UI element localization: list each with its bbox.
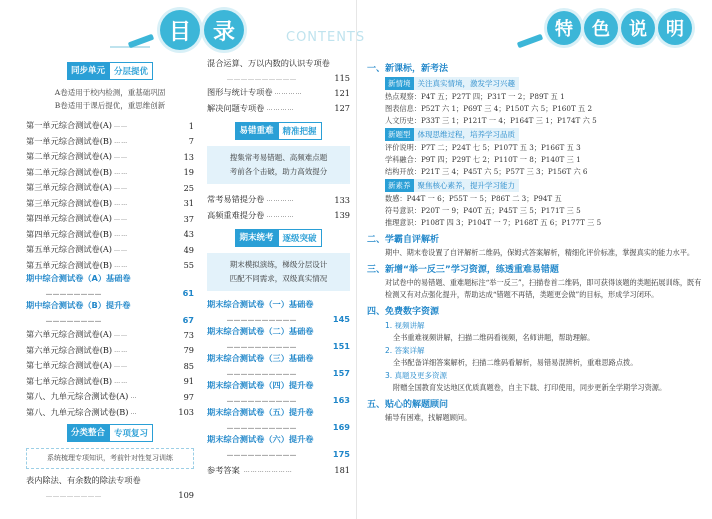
toc-entry-page: 115 xyxy=(334,73,350,83)
toc-entry-page: 31 xyxy=(183,198,194,209)
toc-entry-dots: ………… xyxy=(266,211,295,219)
contents-label: CONTENTS xyxy=(286,30,366,45)
toc-entry-midterm-b[interactable] xyxy=(26,300,194,327)
toc-entry-dots: …… xyxy=(114,184,128,192)
toc-entry-title: 参考答案 xyxy=(207,464,240,475)
toc-entry-page: 61 xyxy=(182,288,194,298)
toc-entry-page: 139 xyxy=(334,210,350,221)
feature-tag: 新题型 xyxy=(385,128,414,141)
toc-entry[interactable] xyxy=(26,389,194,405)
toc-entry-page: 73 xyxy=(183,329,194,340)
toc-entry-page: 145 xyxy=(332,314,350,324)
toc-title-char-1: 目 xyxy=(160,10,200,50)
toc-entry[interactable] xyxy=(26,343,194,359)
resource-text: 全书重难视频讲解，扫描二维码看视频，名师讲题，帮助理解。 xyxy=(393,333,595,342)
feature-tag-desc: 聚焦核心素养，提升学习能力 xyxy=(414,179,520,192)
toc-entry-midterm-a[interactable] xyxy=(26,273,194,300)
toc-entry-dots: …… xyxy=(114,199,129,207)
toc-entry-dots: …… xyxy=(114,346,129,354)
toc-entry-page: 109 xyxy=(178,490,194,500)
feature-line: 结构开放：P21T 三 4；P45T 六 5；P57T 三 3；P156T 六 6 xyxy=(385,167,588,176)
section-quote xyxy=(207,146,350,184)
toc-entry-title: 第三单元综合测试卷(A) xyxy=(26,182,112,193)
toc-entry-answers[interactable] xyxy=(207,463,350,477)
features-body xyxy=(367,62,707,424)
toc-entry-division[interactable] xyxy=(26,475,194,502)
toc-entry-title: 期末综合测试卷（二）基础卷 xyxy=(207,326,314,336)
features-title-char: 明 xyxy=(658,11,692,45)
toc-entry[interactable] xyxy=(26,180,194,196)
feature-paragraph: 辅导有困难，找解题顾问。 xyxy=(385,413,472,422)
toc-entry[interactable] xyxy=(26,118,194,134)
toc-entry-dots: …………………… xyxy=(46,316,102,324)
toc-entry-final-exam[interactable] xyxy=(207,299,350,326)
toc-entry-page: 121 xyxy=(334,87,350,98)
feature-tag-desc: 关注真实情境，激发学习兴趣 xyxy=(414,77,520,90)
section-tag: 易错重难 xyxy=(235,122,277,140)
resource-title: 1. 视频讲解 xyxy=(385,321,425,330)
feature-tag-desc: 体现思维过程，培养学习品质 xyxy=(414,128,520,141)
toc-entry[interactable] xyxy=(26,327,194,343)
toc-entry-dots: …… xyxy=(114,137,129,145)
toc-entry-page: 103 xyxy=(178,407,194,418)
toc-entry[interactable] xyxy=(207,208,350,224)
toc-entry-page: 67 xyxy=(182,315,194,325)
toc-list xyxy=(26,327,194,420)
toc-list xyxy=(207,85,350,116)
toc-entry-dots: ………………………… xyxy=(227,423,297,431)
toc-entry-dots: ………………………… xyxy=(227,450,297,458)
toc-entry-dots: …… xyxy=(114,377,129,385)
feature-paragraph: 对试卷中的易错题、重难题标注“举一反三”，扫描卷首二维码，即可获得该题的类题拓展训练，既有检测又有对点强化提升，帮助达成“错题不再错，类题更会做”的目标，形成学习闭环。 xyxy=(385,278,702,299)
toc-entry-dots: ………… xyxy=(266,196,295,204)
toc-entry[interactable] xyxy=(26,196,194,212)
toc-entry-page: 127 xyxy=(334,103,350,114)
resource-text: 全书配备详细答案解析，扫描二维码看解析，易错易混辨析，重难思路点拨。 xyxy=(393,358,638,367)
resource-text: 附赠全国教育发达地区优质真题卷，自主下载、打印使用，同步更新全学期学习资源。 xyxy=(393,383,667,392)
section-label: 精准把握 xyxy=(278,122,322,140)
toc-entry-dots: …………………… xyxy=(46,289,102,297)
feature-heading: 三、新增“举一反三”学习资源，练透重难易错题 xyxy=(367,265,559,275)
toc-entry-title: 混合运算、万以内数的认识专项卷 xyxy=(207,58,330,68)
toc-entry-title: 第四单元综合测试卷(B) xyxy=(26,228,113,239)
feature-line: 评价说明：P7T 二；P24T 七 5；P107T 五 3；P166T 五 3 xyxy=(385,143,581,152)
toc-entry[interactable] xyxy=(26,227,194,243)
toc-entry[interactable] xyxy=(207,85,350,101)
toc-entry-title: 第六单元综合测试卷(B) xyxy=(26,344,113,355)
feature-heading: 一、新课标，新考法 xyxy=(367,64,449,74)
section-tag: 分类整合 xyxy=(67,424,109,442)
feature-tag: 新素养 xyxy=(385,179,414,192)
toc-entry-dots: ………………… xyxy=(243,466,293,474)
intro-line: A卷适用于校内检测，重基础巩固 xyxy=(54,88,166,97)
toc-entry-dots: ………………………… xyxy=(227,74,297,82)
toc-entry-page: 43 xyxy=(183,229,194,240)
toc-entry-dots: … xyxy=(130,408,138,416)
toc-entry-title: 图形与统计专项卷 xyxy=(207,87,273,98)
feature-line: 符号意识：P20T 一 9；P40T 五；P45T 三 5；P171T 三 5 xyxy=(385,206,581,215)
toc-column-1 xyxy=(26,60,194,502)
toc-entry-page: 19 xyxy=(183,167,194,178)
toc-list xyxy=(26,118,194,273)
section-quote xyxy=(207,253,350,291)
toc-entry-dots: …… xyxy=(114,230,129,238)
toc-title xyxy=(160,10,244,50)
toc-entry-title: 常考易错提分卷 xyxy=(207,194,265,205)
toc-entry-title: 第五单元综合测试卷(B) xyxy=(26,259,113,270)
toc-entry-dots: …… xyxy=(114,362,128,370)
feature-paragraph: 期中、期末卷设置了自评解析二维码，保姆式答案解析，精细化评价标准，掌握真实的能力水平。 xyxy=(385,248,695,257)
section-header-finals xyxy=(207,229,350,247)
feature-tag: 新情境 xyxy=(385,77,414,90)
toc-entry[interactable] xyxy=(26,242,194,258)
feature-heading: 四、免费数字资源 xyxy=(367,307,440,317)
feature-line: 推理意识：P108T 四 3；P104T 一 7；P168T 五 6；P177T 三 5 xyxy=(385,218,602,227)
toc-entry-dots: ………… xyxy=(274,89,303,97)
intro-line: B卷适用于课后提优，重思维创新 xyxy=(54,101,166,110)
toc-entry[interactable] xyxy=(26,134,194,150)
toc-entry-title: 期末综合测试卷（四）提升卷 xyxy=(207,380,314,390)
features-title-char: 特 xyxy=(547,11,581,45)
feature-line: 数感：P44T 一 6；P55T 一 5；P86T 二 3；P94T 五 xyxy=(385,194,562,203)
toc-list xyxy=(207,299,350,461)
toc-entry-title: 解决问题专项卷 xyxy=(207,102,265,113)
toc-entry-dots: …………………… xyxy=(46,491,102,499)
toc-entry-title: 第七单元综合测试卷(B) xyxy=(26,375,113,386)
toc-entry-page: 181 xyxy=(334,465,350,475)
toc-entry-dots: …… xyxy=(114,215,128,223)
toc-entry-page: 13 xyxy=(183,151,194,162)
quote-line: 匹配不同需求，双级真实情况 xyxy=(229,274,328,283)
toc-entry[interactable] xyxy=(207,101,350,117)
toc-entry-title: 第五单元综合测试卷(A) xyxy=(26,244,112,255)
toc-entry-title: 期中综合测试卷（B）提升卷 xyxy=(26,300,131,310)
toc-entry-dots: ………………………… xyxy=(227,342,297,350)
toc-entry[interactable] xyxy=(26,374,194,390)
toc-entry-dots: …… xyxy=(114,122,128,130)
toc-entry-page: 91 xyxy=(183,376,194,387)
toc-entry-page: 79 xyxy=(183,345,194,356)
toc-entry-page: 157 xyxy=(332,368,350,378)
toc-entry-title: 表内除法、有余数的除法专项卷 xyxy=(26,475,141,485)
feature-subheading xyxy=(385,128,707,141)
toc-entry-title: 第七单元综合测试卷(A) xyxy=(26,360,112,371)
features-title-char: 色 xyxy=(584,11,618,45)
section-label: 专项复习 xyxy=(109,424,153,442)
toc-entry-dots: …… xyxy=(114,168,129,176)
toc-entry[interactable] xyxy=(26,149,194,165)
section-intro xyxy=(26,86,194,112)
toc-column-2 xyxy=(207,58,350,477)
toc-entry-title: 第三单元综合测试卷(B) xyxy=(26,197,113,208)
toc-entry-dots: ………… xyxy=(266,104,295,112)
toc-entry-page: 1 xyxy=(188,120,194,131)
section-label: 逐级突破 xyxy=(278,229,322,247)
toc-entry-dots: ………………………… xyxy=(227,396,297,404)
toc-entry-dots: … xyxy=(130,393,138,401)
pencil-icon xyxy=(517,34,543,49)
feature-subheading xyxy=(385,179,707,192)
toc-entry-title: 期末综合测试卷（一）基础卷 xyxy=(207,299,314,309)
section-header-errors xyxy=(207,122,350,140)
toc-entry-dots: …… xyxy=(114,261,129,269)
toc-entry-final-exam[interactable] xyxy=(207,434,350,461)
toc-entry[interactable] xyxy=(26,258,194,274)
toc-entry[interactable] xyxy=(26,358,194,374)
section-header-review xyxy=(26,424,194,442)
resource-title: 2. 答案详解 xyxy=(385,346,425,355)
toc-entry-title: 高频重难提分卷 xyxy=(207,209,265,220)
toc-entry-final-exam[interactable] xyxy=(207,380,350,407)
quote-line: 搜集常考易错题、高频难点题 xyxy=(229,153,328,162)
section-hint: 系统梳理专项知识，考前针对性复习训练 xyxy=(26,448,194,469)
section-tag: 同步单元 xyxy=(67,62,109,80)
feature-line: 图表信息：P52T 六 1；P69T 三 4；P150T 六 5；P160T 五 2 xyxy=(385,104,593,113)
toc-entry-title: 期末综合测试卷（五）提升卷 xyxy=(207,407,314,417)
toc-title-char-2: 录 xyxy=(204,10,244,50)
toc-entry-mixed-ops[interactable] xyxy=(207,58,350,85)
toc-entry-title: 第六单元综合测试卷(A) xyxy=(26,329,112,340)
toc-entry-dots: …… xyxy=(114,153,128,161)
resource-title: 3. 真题及更多资源 xyxy=(385,371,448,380)
toc-entry-title: 第一单元综合测试卷(A) xyxy=(26,120,112,131)
toc-entry-page: 37 xyxy=(183,213,194,224)
toc-entry-final-exam[interactable] xyxy=(207,407,350,434)
toc-entry-page: 163 xyxy=(332,395,350,405)
quote-line: 考前各个击破，助力高效提分 xyxy=(229,167,328,176)
toc-entry[interactable] xyxy=(26,165,194,181)
toc-entry-title: 期末综合测试卷（六）提升卷 xyxy=(207,434,314,444)
toc-entry-dots: …… xyxy=(114,246,128,254)
toc-entry-final-exam[interactable] xyxy=(207,326,350,353)
feature-line: 热点观察：P4T 五；P27T 四；P31T 一 2；P89T 五 1 xyxy=(385,92,565,101)
toc-entry-title: 第四单元综合测试卷(A) xyxy=(26,213,112,224)
toc-entry-page: 49 xyxy=(183,244,194,255)
features-title xyxy=(547,11,692,45)
feature-line: 人文历史：P33T 三 1；P121T 一 4；P164T 三 1；P174T 六 5 xyxy=(385,116,597,125)
toc-entry-page: 85 xyxy=(183,360,194,371)
toc-entry-page: 7 xyxy=(188,136,194,147)
toc-entry-page: 133 xyxy=(334,194,350,205)
feature-line: 学科融合：P9T 四；P29T 七 2；P110T 一 8；P140T 三 1 xyxy=(385,155,581,164)
feature-heading: 二、学霸自评解析 xyxy=(367,235,440,245)
toc-entry-dots: ………………………… xyxy=(227,369,297,377)
toc-entry[interactable] xyxy=(26,405,194,421)
toc-entry-page: 175 xyxy=(332,449,350,459)
toc-entry-page: 151 xyxy=(332,341,350,351)
toc-entry-dots: ………………………… xyxy=(227,315,297,323)
toc-entry-final-exam[interactable] xyxy=(207,353,350,380)
features-title-char: 说 xyxy=(621,11,655,45)
toc-entry-title: 第八、九单元综合测试卷(B) xyxy=(26,406,129,417)
toc-entry-title: 第二单元综合测试卷(A) xyxy=(26,151,112,162)
toc-entry-page: 25 xyxy=(183,182,194,193)
toc-entry[interactable] xyxy=(26,211,194,227)
features-page xyxy=(356,0,712,519)
section-tag: 期末统考 xyxy=(235,229,277,247)
feature-heading: 五、贴心的解题顾问 xyxy=(367,400,449,410)
toc-entry-title: 期末综合测试卷（三）基础卷 xyxy=(207,353,314,363)
toc-entry-page: 55 xyxy=(183,260,194,271)
toc-entry-title: 第八、九单元综合测试卷(A) xyxy=(26,391,129,402)
toc-entry-title: 第一单元综合测试卷(B) xyxy=(26,135,113,146)
toc-entry-dots: …… xyxy=(114,331,128,339)
toc-entry-page: 97 xyxy=(183,391,194,402)
quote-line: 期末模拟演练，梯级分层设计 xyxy=(229,260,328,269)
toc-entry-title: 第二单元综合测试卷(B) xyxy=(26,166,113,177)
section-label: 分层提优 xyxy=(109,62,153,80)
toc-entry-page: 169 xyxy=(332,422,350,432)
feature-subheading xyxy=(385,77,707,90)
toc-entry-title: 期中综合测试卷（A）基础卷 xyxy=(26,273,131,283)
toc-list xyxy=(207,192,350,223)
toc-entry[interactable] xyxy=(207,192,350,208)
section-header-sync xyxy=(26,62,194,80)
